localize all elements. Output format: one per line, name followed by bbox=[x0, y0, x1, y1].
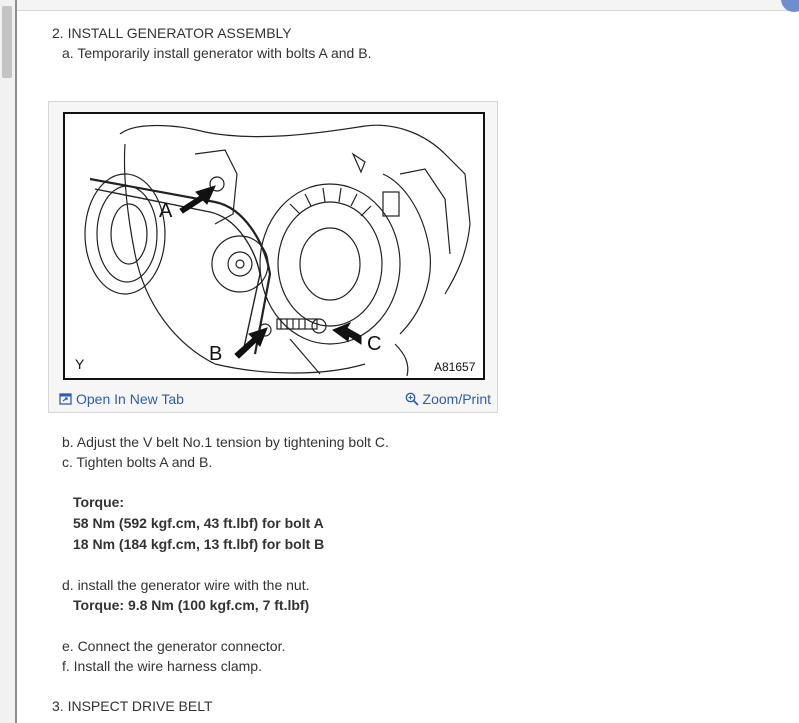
callout-a-label: A bbox=[159, 200, 173, 222]
figure-id-label: A81657 bbox=[434, 360, 476, 374]
avatar[interactable] bbox=[781, 0, 799, 12]
vertical-scrollbar[interactable] bbox=[0, 0, 17, 723]
step-2b-text: b. Adjust the V belt No.1 tension by tightening bolt C. bbox=[62, 434, 389, 450]
step-3-heading: 3. INSPECT DRIVE BELT bbox=[52, 698, 213, 714]
figure-panel bbox=[48, 101, 498, 413]
torque-bolt-b: 18 Nm (184 kgf.cm, 13 ft.lbf) for bolt B bbox=[73, 536, 325, 552]
generator-drawing bbox=[65, 114, 483, 378]
open-in-new-tab-link[interactable] bbox=[59, 391, 184, 407]
callout-b-label: B bbox=[209, 343, 223, 365]
step-2-heading: 2. INSTALL GENERATOR ASSEMBLY bbox=[52, 25, 292, 41]
generator-diagram[interactable] bbox=[63, 112, 485, 380]
open-new-tab-icon bbox=[59, 393, 72, 405]
zoom-print-label: Zoom/Print bbox=[422, 391, 491, 407]
top-toolbar-strip bbox=[17, 0, 799, 11]
step-2c-text: c. Tighten bolts A and B. bbox=[62, 454, 213, 470]
step-2f-text: f. Install the wire harness clamp. bbox=[62, 658, 262, 674]
zoom-print-link[interactable] bbox=[405, 391, 491, 407]
step-2d-torque: Torque: 9.8 Nm (100 kgf.cm, 7 ft.lbf) bbox=[73, 597, 310, 613]
step-2a-text: a. Temporarily install generator with bolts A and B. bbox=[62, 45, 372, 61]
corner-label: Y bbox=[75, 356, 85, 372]
open-in-new-tab-label: Open In New Tab bbox=[76, 391, 184, 407]
zoom-magnifier-icon bbox=[405, 392, 419, 406]
callout-c-label: C bbox=[367, 333, 382, 355]
step-2e-text: e. Connect the generator connector. bbox=[62, 638, 286, 654]
torque-bolt-a: 58 Nm (592 kgf.cm, 43 ft.lbf) for bolt A bbox=[73, 515, 324, 531]
step-2d-text: d. install the generator wire with the nut. bbox=[62, 577, 310, 593]
scrollbar-thumb[interactable] bbox=[2, 6, 12, 78]
torque-label: Torque: bbox=[73, 494, 125, 510]
